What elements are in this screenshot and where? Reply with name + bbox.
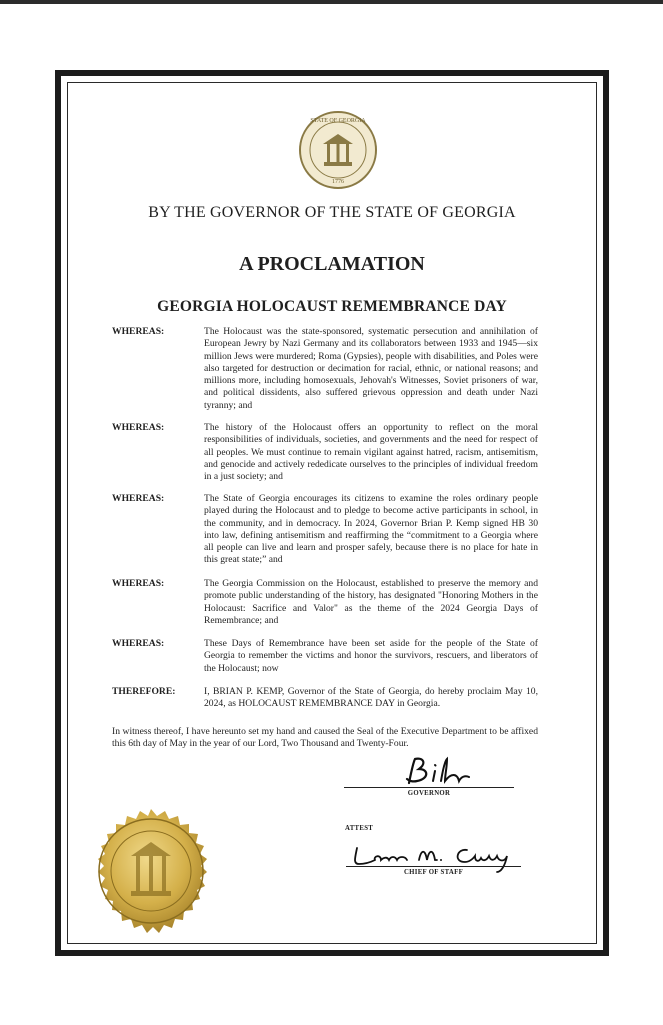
clause-text: The Holocaust was the state-sponsored, systematic persecution and annihilation of European Jewry by Nazi Germany and its collaborators between 1933 and 1945—six million Jews were murdered; Roma (Gypsies), people with disabilities, and Poles were also targeted for destruction or decimation for racial, ethnic, or national reasons; and millions more, including homosexuals, Jehovah's Witnesses, Soviet prisoners of war, and political dissidents, also suffered grievous oppression and death under Nazi tyranny; and — [204, 326, 538, 411]
state-seal-icon — [298, 110, 378, 190]
seal-ring-text: STATE OF GEORGIA — [310, 118, 366, 124]
clause-label: THEREFORE: — [112, 686, 176, 697]
clause-1 — [112, 326, 538, 412]
clause-text: The Georgia Commission on the Holocaust, established to preserve the memory and promote public understanding of the history, has designated "Honoring Mothers in the Holocaust: Sacrifice and Valor" as the theme of the 2024 Georgia Days of Remembrance; and — [204, 578, 538, 626]
clause-2 — [112, 422, 538, 483]
clause-label: WHEREAS: — [112, 493, 165, 504]
clause-5 — [112, 638, 538, 675]
proclamation-frame — [55, 70, 609, 956]
clause-label: WHEREAS: — [112, 326, 165, 337]
governor-heading: BY THE GOVERNOR OF THE STATE OF GEORGIA — [148, 204, 516, 221]
clause-label: WHEREAS: — [112, 422, 165, 433]
clause-label: WHEREAS: — [112, 578, 165, 589]
attest-label: ATTEST — [345, 825, 374, 832]
clause-4 — [112, 578, 538, 627]
proclamation-title: A PROCLAMATION — [239, 253, 425, 275]
top-edge-line — [0, 0, 663, 4]
witness-statement: In witness thereof, I have hereunto set my hand and caused the Seal of the Executive Department to be affixed this 6th day of May in the year of our Lord, Two Thousand and Twenty-Four. — [112, 726, 538, 750]
governor-label: GOVERNOR — [407, 790, 451, 797]
gold-seal-icon — [76, 796, 226, 946]
seal-year: 1776 — [332, 179, 344, 185]
proclamation-subtitle: GEORGIA HOLOCAUST REMEMBRANCE DAY — [157, 298, 507, 315]
governor-signature-line — [344, 787, 514, 788]
chief-signature-line — [346, 866, 521, 867]
clause-therefore — [112, 686, 538, 711]
clause-text: The history of the Holocaust offers an opportunity to reflect on the moral responsibilities of individuals, societies, and governments and the need for respect of all peoples. We must continue to remain vigilant against hatred, racism, antisemitism, and genocide and actively rededicate ourselves to the principles of individual freedom in a just society; and — [204, 422, 538, 483]
clause-text: These Days of Remembrance have been set aside for the people of the State of Georgia to remember the victims and honor the survivors, rescuers, and liberators of the Holocaust; now — [204, 638, 538, 674]
clause-text: The State of Georgia encourages its citizens to examine the roles ordinary people played during the Holocaust and to pledge to become active participants in school, in the community, and in democracy. In 2024, Governor Brian P. Kemp signed HB 30 into law, defining antisemitism and reaffirming the “commitment to a Georgia where all people can live and learn and prosper safely, because there is no place for hate in this great state;” and — [204, 493, 538, 566]
clause-text: I, BRIAN P. KEMP, Governor of the State of Georgia, do hereby proclaim May 10, 2024, as HOLOCAUST REMEMBRANCE DAY in Georgia. — [204, 686, 538, 710]
chief-of-staff-label: CHIEF OF STAFF — [403, 869, 464, 876]
clause-label: WHEREAS: — [112, 638, 165, 649]
clause-3 — [112, 493, 538, 567]
